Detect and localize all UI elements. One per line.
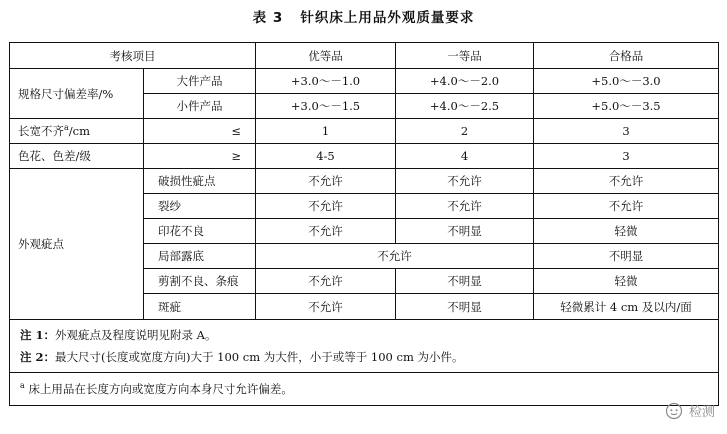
cell-grade-3: 轻微 xyxy=(534,219,719,244)
notes-block xyxy=(10,320,719,373)
cell-grade-2: 不明显 xyxy=(396,219,534,244)
cell-grade-1: 不允许 xyxy=(256,269,396,294)
cell-grade-3: 不明显 xyxy=(534,244,719,269)
row-sub-label: 小件产品 xyxy=(144,94,256,119)
cell-grade-2: +4.0～－2.5 xyxy=(396,94,534,119)
header-row xyxy=(10,43,719,69)
cell-grade-2: 不明显 xyxy=(396,269,534,294)
cell-grade-3: 3 xyxy=(534,144,719,169)
note-2: 注 2：最大尺寸(长度或宽度方向)大于 100 cm 为大件，小于或等于 100 cm 为小件。 xyxy=(20,350,464,364)
watermark-text: 检测 xyxy=(688,405,715,420)
table-row xyxy=(10,69,719,94)
footnote: $^a$ 床上用品在长度方向或宽度方向本身尺寸允许偏差。 xyxy=(10,373,719,406)
cell-grade-2: 不允许 xyxy=(396,169,534,194)
cell-grade-2: 4 xyxy=(396,144,534,169)
color-label: 色花、色差/级 xyxy=(10,144,144,169)
cell-grade-1: 不允许 xyxy=(256,169,396,194)
footnote-mark: a xyxy=(20,381,25,391)
footnote-row xyxy=(10,373,719,406)
table-title: 表 3 针织床上用品外观质量要求 xyxy=(252,10,475,26)
note-1: 注 1：外观疵点及程度说明见附录 A。 xyxy=(20,328,217,342)
header-grade-2: 一等品 xyxy=(396,43,534,69)
watermark xyxy=(665,401,715,420)
cell-grade-1: 1 xyxy=(256,119,396,144)
cell-grade-1: +3.0～－1.5 xyxy=(256,94,396,119)
quality-table xyxy=(9,42,719,406)
header-grade-3: 合格品 xyxy=(534,43,719,69)
length-width-label: 长宽不齐$^a$/cm xyxy=(10,119,144,144)
cell-grade-3: 轻微累计 4 cm 及以内/面 xyxy=(534,294,719,320)
cell-grade-3: +5.0～－3.5 xyxy=(534,94,719,119)
cell-grade-1: 不允许 xyxy=(256,294,396,320)
cell-grade-2: +4.0～－2.0 xyxy=(396,69,534,94)
cell-grade-1: +3.0～－1.0 xyxy=(256,69,396,94)
header-item: 考核项目 xyxy=(10,43,256,69)
size-deviation-label: 规格尺寸偏差率/% xyxy=(10,69,144,119)
row-sub-label: 剪割不良、条痕 xyxy=(144,269,256,294)
row-sub-label: 大件产品 xyxy=(144,69,256,94)
table-row xyxy=(10,144,719,169)
cell-grade-2: 不允许 xyxy=(396,194,534,219)
cell-grade-1: 不允许 xyxy=(256,219,396,244)
notes-row xyxy=(10,320,719,373)
cell-grade-1: 4-5 xyxy=(256,144,396,169)
footnote-marker: a xyxy=(64,123,69,133)
cell-grade-3: 不允许 xyxy=(534,169,719,194)
row-sub-label: 破损性疵点 xyxy=(144,169,256,194)
defects-label: 外观疵点 xyxy=(10,169,144,320)
operator-le: ≤ xyxy=(144,119,256,144)
table-row xyxy=(10,119,719,144)
cell-grade-3: 轻微 xyxy=(534,269,719,294)
cell-grade-2: 不明显 xyxy=(396,294,534,320)
header-grade-1: 优等品 xyxy=(256,43,396,69)
cell-grade-3: 不允许 xyxy=(534,194,719,219)
cell-grade-2: 2 xyxy=(396,119,534,144)
row-sub-label: 裂纱 xyxy=(144,194,256,219)
table-row xyxy=(10,169,719,194)
operator-ge: ≥ xyxy=(144,144,256,169)
row-sub-label: 斑疵 xyxy=(144,294,256,320)
wechat-logo-icon xyxy=(665,402,683,420)
row-sub-label: 局部露底 xyxy=(144,244,256,269)
cell-grade-1: 不允许 xyxy=(256,194,396,219)
row-sub-label: 印花不良 xyxy=(144,219,256,244)
cell-grade-3: 3 xyxy=(534,119,719,144)
cell-grade-1-2-merged: 不允许 xyxy=(256,244,534,269)
cell-grade-3: +5.0～－3.0 xyxy=(534,69,719,94)
